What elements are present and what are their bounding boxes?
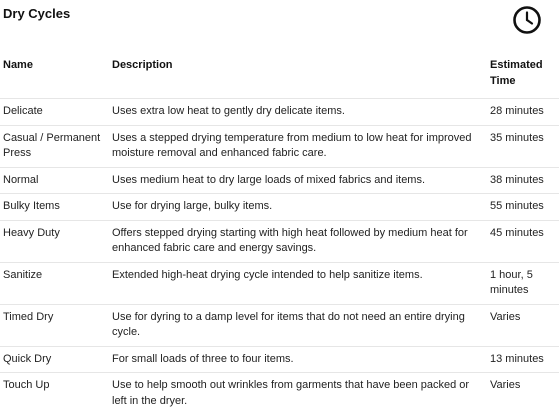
- cycle-description: Use to help smooth out wrinkles from garments that have been packed or left in the dryer.: [109, 373, 486, 414]
- table-row: [0, 194, 559, 221]
- table-row: [0, 125, 559, 167]
- cycle-time: 45 minutes: [486, 220, 559, 262]
- cycle-description: Use for drying large, bulky items.: [109, 194, 486, 221]
- cycle-time: 55 minutes: [486, 194, 559, 221]
- cycle-time: 35 minutes: [486, 125, 559, 167]
- cycle-description: Uses medium heat to dry large loads of mixed fabrics and items.: [109, 167, 486, 194]
- cycle-name: Quick Dry: [0, 346, 109, 373]
- table-row: [0, 346, 559, 373]
- cycle-time: Varies: [486, 304, 559, 346]
- table-row: [0, 220, 559, 262]
- cycle-description: Offers stepped drying starting with high heat followed by medium heat for enhanced fabric care and energy savings.: [109, 220, 486, 262]
- cycle-time: 28 minutes: [486, 99, 559, 126]
- cycle-name: Touch Up: [0, 373, 109, 414]
- cycle-name: Bulky Items: [0, 194, 109, 221]
- table-row: [0, 373, 559, 414]
- cycle-description: Uses extra low heat to gently dry delicate items.: [109, 99, 486, 126]
- cycle-name: Normal: [0, 167, 109, 194]
- table-row: [0, 99, 559, 126]
- cycle-time: Varies: [486, 373, 559, 414]
- header-description: Description: [109, 52, 486, 99]
- cycle-description: Extended high-heat drying cycle intended to help sanitize items.: [109, 262, 486, 304]
- cycle-name: Sanitize: [0, 262, 109, 304]
- dry-cycles-table: [0, 52, 559, 414]
- cycle-description: Use for dyring to a damp level for items that do not need an entire drying cycle.: [109, 304, 486, 346]
- table-header-row: [0, 52, 559, 99]
- table-row: [0, 262, 559, 304]
- cycle-name: Heavy Duty: [0, 220, 109, 262]
- cycle-name: Delicate: [0, 99, 109, 126]
- table-row: [0, 167, 559, 194]
- header-estimated-time: Estimated Time: [486, 52, 559, 99]
- cycle-description: Uses a stepped drying temperature from medium to low heat for improved moisture removal and enhanced fabric care.: [109, 125, 486, 167]
- cycle-time: 1 hour, 5 minutes: [486, 262, 559, 304]
- page-title: Dry Cycles: [3, 6, 70, 21]
- cycle-name: Timed Dry: [0, 304, 109, 346]
- header-name: Name: [0, 52, 109, 99]
- cycle-name: Casual / Permanent Press: [0, 125, 109, 167]
- cycle-description: For small loads of three to four items.: [109, 346, 486, 373]
- cycle-time: 13 minutes: [486, 346, 559, 373]
- cycle-time: 38 minutes: [486, 167, 559, 194]
- clock-icon: [511, 4, 543, 36]
- table-row: [0, 304, 559, 346]
